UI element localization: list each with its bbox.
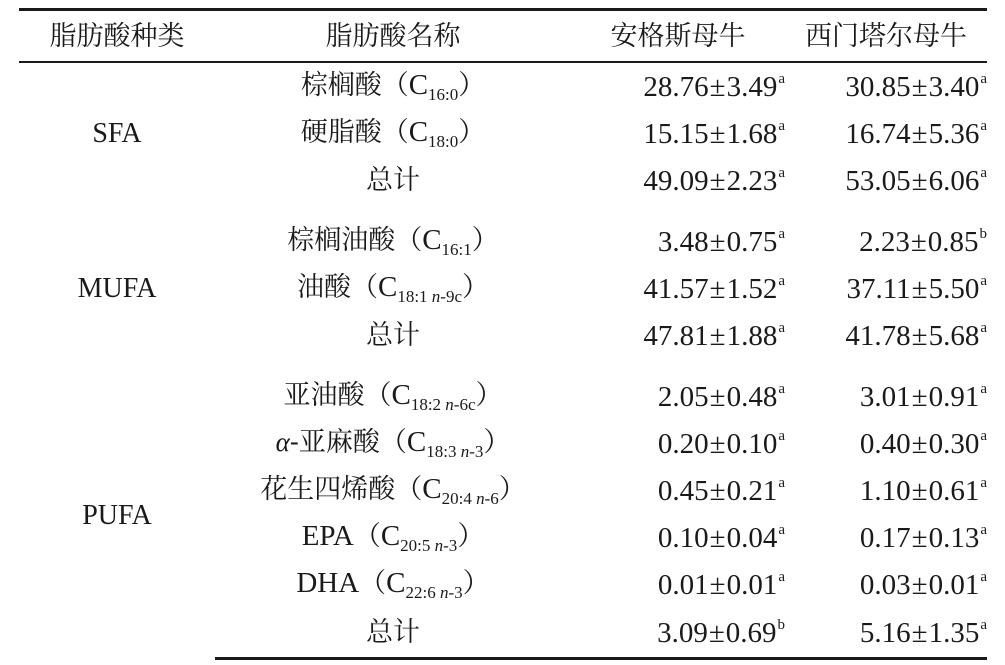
std-dev: 0.01 (928, 568, 980, 601)
subscript-chain: 18:3 (426, 441, 461, 461)
significance-letter: b (979, 225, 987, 242)
subscript-position: -6c (453, 394, 476, 414)
mean: 0.17 (859, 521, 911, 554)
std-dev: 0.48 (726, 380, 778, 413)
subscript-position: -3 (443, 535, 458, 555)
subscript-chain: 16:0 (428, 84, 459, 104)
header-name: 脂肪酸名称 (215, 10, 571, 63)
subscript-chain: 18:2 (410, 394, 446, 414)
close-paren: ） (458, 69, 486, 101)
significance-letter: a (778, 521, 785, 538)
close-paren: ） (471, 224, 499, 256)
plus-minus: ± (709, 568, 726, 601)
mean: 5.16 (859, 616, 911, 649)
mean: 2.05 (657, 380, 709, 413)
plus-minus: ± (911, 427, 928, 460)
plus-minus: ± (709, 225, 726, 258)
mean: 30.85 (845, 70, 911, 103)
table-row (19, 373, 987, 420)
simmental-value (785, 312, 987, 359)
name-label: -亚麻酸（ (289, 426, 407, 458)
mean: 41.78 (845, 319, 911, 352)
spacer-cell (571, 204, 785, 218)
std-dev: 0.91 (928, 380, 980, 413)
plus-minus: ± (911, 380, 928, 413)
angus-value (571, 110, 785, 157)
std-dev: 0.30 (928, 427, 980, 460)
close-paren: ） (458, 116, 486, 148)
table-row (19, 62, 987, 110)
group-label: SFA (92, 117, 142, 149)
significance-letter: a (778, 164, 785, 181)
table-row (19, 218, 987, 265)
plus-minus: ± (911, 272, 928, 305)
mean: 0.45 (657, 474, 709, 507)
angus-value (571, 62, 785, 110)
formula-carbon: C (377, 270, 398, 303)
name-label: 花生四烯酸（ (260, 473, 423, 505)
significance-letter: a (778, 319, 785, 336)
plus-minus: ± (709, 70, 726, 103)
mean: 28.76 (643, 70, 709, 103)
abbrev-label: EPA (301, 519, 354, 552)
formula-subscript (428, 132, 458, 151)
angus-value (571, 561, 785, 608)
formula-subscript (397, 287, 462, 306)
formula (408, 68, 486, 104)
name-label: 棕榈油酸（ (287, 224, 423, 256)
plus-minus: ± (911, 164, 928, 197)
mean: 53.05 (845, 164, 911, 197)
group-spacer (19, 359, 987, 373)
std-dev: 1.68 (726, 117, 778, 150)
std-dev: 0.85 (927, 225, 979, 258)
plus-minus: ± (709, 427, 726, 460)
subscript-chain: 20:4 (441, 488, 477, 508)
std-dev: 2.23 (726, 164, 778, 197)
subscript-n: n (476, 488, 485, 508)
close-paren: ） (498, 473, 526, 505)
angus-value (571, 467, 785, 514)
simmental-value (785, 265, 987, 312)
fatty-acid-table (19, 8, 987, 660)
group-label: PUFA (82, 499, 152, 531)
angus-value (571, 218, 785, 265)
subscript-n: n (434, 535, 444, 555)
formula-carbon: C (391, 378, 411, 411)
formula-subscript (411, 395, 476, 414)
plus-minus: ± (911, 319, 928, 352)
group-cell (19, 218, 215, 359)
mean: 0.40 (859, 427, 911, 460)
header-type: 脂肪酸种类 (19, 10, 215, 63)
formula (380, 519, 485, 555)
subscript-chain: 20:5 (400, 535, 435, 555)
angus-value (571, 373, 785, 420)
subscript-position: -6 (484, 488, 499, 508)
name-label: 亚油酸（ (283, 379, 392, 411)
formula (408, 115, 486, 151)
name-label: （ (353, 520, 381, 552)
plus-minus: ± (911, 474, 928, 507)
std-dev: 0.13 (928, 521, 980, 554)
group-cell (19, 62, 215, 204)
std-dev: 5.50 (928, 272, 980, 305)
spacer-cell (785, 204, 987, 218)
name-label: 总计 (366, 165, 420, 196)
formula (422, 223, 499, 259)
formula-carbon: C (422, 472, 442, 505)
std-dev: 0.04 (726, 521, 778, 554)
group-label: MUFA (77, 272, 157, 304)
significance-letter: a (980, 474, 987, 491)
name-label: 硬脂酸（ (300, 116, 409, 148)
spacer-cell (19, 359, 215, 373)
plus-minus: ± (709, 272, 726, 305)
significance-letter: a (980, 616, 987, 633)
subscript-chain: 22:6 (405, 582, 440, 602)
angus-value (571, 608, 785, 659)
formula (406, 425, 511, 461)
plus-minus: ± (709, 117, 726, 150)
subscript-position: -3 (448, 582, 463, 602)
formula (391, 378, 503, 414)
significance-letter: a (980, 427, 987, 444)
fatty-acid-name (215, 312, 571, 359)
mean: 37.11 (846, 272, 911, 305)
fatty-acid-name (215, 157, 571, 204)
group-cell (19, 373, 215, 659)
std-dev: 0.10 (726, 427, 778, 460)
mean: 3.01 (859, 380, 911, 413)
plus-minus: ± (709, 319, 726, 352)
close-paren: ） (475, 379, 503, 411)
subscript-position: -9c (440, 286, 463, 306)
std-dev: 0.69 (725, 616, 777, 649)
simmental-value (785, 420, 987, 467)
mean: 47.81 (643, 319, 709, 352)
simmental-value (785, 514, 987, 561)
formula-subscript (442, 240, 472, 259)
std-dev: 0.61 (928, 474, 980, 507)
plus-minus: ± (911, 117, 928, 150)
formula (422, 472, 526, 508)
close-paren: ） (457, 520, 485, 552)
spacer-cell (785, 359, 987, 373)
angus-value (571, 265, 785, 312)
header-simmental: 西门塔尔母牛 (785, 10, 987, 63)
spacer-cell (19, 204, 215, 218)
std-dev: 5.68 (928, 319, 980, 352)
formula-subscript (406, 583, 463, 602)
std-dev: 6.06 (928, 164, 980, 197)
mean: 1.10 (859, 474, 911, 507)
formula-subscript (442, 489, 499, 508)
spacer-cell (571, 359, 785, 373)
plus-minus: ± (911, 70, 928, 103)
simmental-value (785, 561, 987, 608)
significance-letter: a (778, 474, 785, 491)
name-label: 棕榈酸（ (300, 69, 409, 101)
mean: 3.48 (657, 225, 709, 258)
subscript-chain: 18:0 (428, 131, 459, 151)
significance-letter: a (980, 272, 987, 289)
name-label: （ (359, 567, 387, 599)
significance-letter: a (778, 225, 785, 242)
significance-letter: a (778, 70, 785, 87)
significance-letter: a (980, 117, 987, 134)
subscript-chain: 16:1 (441, 239, 472, 259)
close-paren: ） (462, 567, 490, 599)
fatty-acid-name (215, 467, 571, 514)
significance-letter: b (777, 616, 785, 633)
std-dev: 3.49 (726, 70, 778, 103)
significance-letter: a (980, 319, 987, 336)
significance-letter: a (980, 568, 987, 585)
spacer-cell (215, 204, 571, 218)
formula-subscript (426, 442, 483, 461)
fatty-acid-name (215, 514, 571, 561)
spacer-cell (215, 359, 571, 373)
significance-letter: a (980, 380, 987, 397)
significance-letter: a (778, 272, 785, 289)
fatty-acid-name (215, 218, 571, 265)
name-label: 总计 (366, 320, 420, 351)
mean: 15.15 (643, 117, 709, 150)
mean: 41.57 (643, 272, 709, 305)
significance-letter: a (778, 117, 785, 134)
std-dev: 0.75 (726, 225, 778, 258)
mean: 2.23 (859, 225, 910, 258)
name-label: 总计 (366, 617, 420, 648)
fatty-acid-name (215, 265, 571, 312)
formula (386, 566, 490, 602)
plus-minus: ± (911, 521, 928, 554)
close-paren: ） (483, 426, 511, 458)
subscript-n: n (460, 441, 470, 461)
name-label: 油酸（ (296, 271, 378, 303)
significance-letter: a (980, 521, 987, 538)
mean: 49.09 (643, 164, 709, 197)
formula-carbon: C (408, 115, 429, 148)
formula (377, 270, 490, 306)
std-dev: 5.36 (928, 117, 980, 150)
mean: 16.74 (845, 117, 911, 150)
fatty-acid-name (215, 561, 571, 608)
simmental-value (785, 467, 987, 514)
header-row (19, 10, 987, 63)
table-header (19, 10, 987, 63)
plus-minus: ± (910, 225, 927, 258)
std-dev: 1.35 (928, 616, 980, 649)
simmental-value (785, 373, 987, 420)
subscript-chain: 18:1 (397, 286, 432, 306)
plus-minus: ± (708, 616, 725, 649)
fatty-acid-name (215, 420, 571, 467)
significance-letter: a (980, 70, 987, 87)
std-dev: 3.40 (928, 70, 980, 103)
formula-carbon: C (408, 68, 429, 101)
plus-minus: ± (709, 474, 726, 507)
std-dev: 0.01 (726, 568, 778, 601)
significance-letter: a (778, 568, 785, 585)
abbrev-label: DHA (296, 566, 360, 599)
angus-value (571, 312, 785, 359)
significance-letter: a (778, 380, 785, 397)
mean: 0.20 (657, 427, 709, 460)
simmental-value (785, 157, 987, 204)
greek-prefix: α (275, 426, 290, 457)
formula-subscript (428, 85, 458, 104)
std-dev: 0.21 (726, 474, 778, 507)
plus-minus: ± (911, 616, 928, 649)
group-spacer (19, 204, 987, 218)
formula-carbon: C (380, 519, 401, 552)
subscript-n: n (445, 394, 454, 414)
simmental-value (785, 218, 987, 265)
simmental-value (785, 608, 987, 659)
plus-minus: ± (709, 380, 726, 413)
close-paren: ） (462, 271, 490, 303)
angus-value (571, 157, 785, 204)
angus-value (571, 420, 785, 467)
fatty-acid-name (215, 110, 571, 157)
fatty-acid-name (215, 373, 571, 420)
mean: 0.03 (859, 568, 911, 601)
header-angus: 安格斯母牛 (571, 10, 785, 63)
significance-letter: a (980, 164, 987, 181)
plus-minus: ± (911, 568, 928, 601)
formula-carbon: C (406, 425, 427, 458)
significance-letter: a (778, 427, 785, 444)
std-dev: 1.52 (726, 272, 778, 305)
fatty-acid-name (215, 608, 571, 659)
subscript-position: -3 (469, 441, 484, 461)
plus-minus: ± (709, 164, 726, 197)
subscript-n: n (440, 582, 449, 602)
formula-carbon: C (386, 566, 406, 599)
fatty-acid-name (215, 62, 571, 110)
simmental-value (785, 62, 987, 110)
std-dev: 1.88 (726, 319, 778, 352)
mean: 0.10 (657, 521, 709, 554)
table-body (19, 62, 987, 659)
mean: 3.09 (657, 616, 708, 649)
formula-carbon: C (422, 223, 442, 256)
angus-value (571, 514, 785, 561)
plus-minus: ± (709, 521, 726, 554)
simmental-value (785, 110, 987, 157)
subscript-n: n (431, 286, 441, 306)
mean: 0.01 (657, 568, 709, 601)
formula-subscript (400, 536, 457, 555)
